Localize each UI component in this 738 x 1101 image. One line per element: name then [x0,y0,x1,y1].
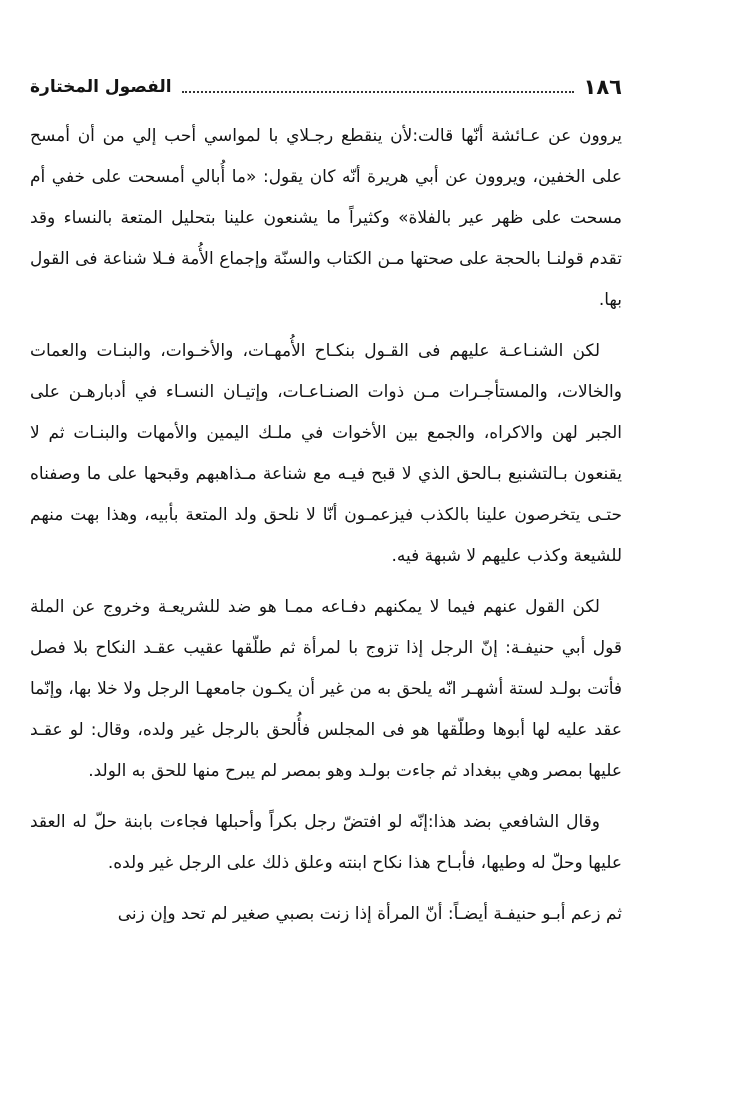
body-paragraph-3: لكن القول عنهم فيما لا يمكنهم دفـاعه ممـا هو ضد للشريعـة وخروج عن الملة قول أبي حنيفـة: إنّ الرجل إذا تزوج با لمرأة ثم طلّقها عقيب عقـد النكاح بلا فصل فأتت بولـد لستة أشهـر انّه يلحق به من غير أن يكـون جامعهـا الرجل ولا خلا بها، وإنّما عقد عليه لها أبوها وطلّقها هو فى المجلس فأُلحق بالرجل غير ولده، وقال: لو عقـد عليها بمصر وهي ببغداد ثم جاءت بولـد وهو بمصر لم يبرح منها للحق به الولد. [30,597,622,781]
page-body [30,116,622,945]
page-header [30,70,622,104]
body-paragraph-2: لكن الشنـاعـة عليهم فى القـول بنكـاح الأُمهـات، والأخـوات، والبنـات والعمات والخالات، والمستأجـرات مـن ذوات الصنـاعـات، وإتيـان النسـاء في أدبارهـن على الجبر لهن والاكراه، والجمع بين الأخوات في ملـك اليمين والأمهات والبنـات ثم لا يقنعون بـالتشنيع بـالحق الذي لا قبح فيـه مع شناعة مـذاهبهم وقبحها على ما وصفناه حتـى يتخرصون علينا بالكذب فيزعمـون أنّا لا نلحق ولد المتعة بأبيه، وهذا بهت منهم للشيعة وكذب عليهم لا شبهة فيه. [30,341,622,566]
page-number: ١٨٦ [583,75,622,99]
body-paragraph-4: وقال الشافعي بضد هذا:إنّه لو افتضّ رجل بكراً وأحبلها فجاءت بابنة حلّ له العقد عليها وحلّ له وطيها، فأبـاح هذا نكاح ابنته وعلق ذلك على الرجل غير ولده. [30,812,622,873]
header-dotted-leader [182,91,574,93]
running-title: الفصول المختارة [30,77,172,97]
body-paragraph-1: يروون عن عـائشة أنّها قالت:لأن ينقطع رجـلاي با لمواسي أحب إلي من أن أمسح على الخفين، ويروون عن أبي هريرة أنّه كان يقول: «ما أُبالي أمسحت على خفي أم مسحت على ظهر عير بالفلاة» وكثيراً ما يشنعون علينا بتحليل المتعة بالنساء وقد تقدم قولنـا بالحجة على صحتها مـن الكتاب والسنّة وإجماع الأُمة فـلا شناعة فى القول بها. [30,126,622,310]
body-paragraph-5: ثم زعم أبـو حنيفـة أيضـاً: أنّ المرأة إذا زنت بصبي صغير لم تحد وإن زنى [117,904,622,924]
